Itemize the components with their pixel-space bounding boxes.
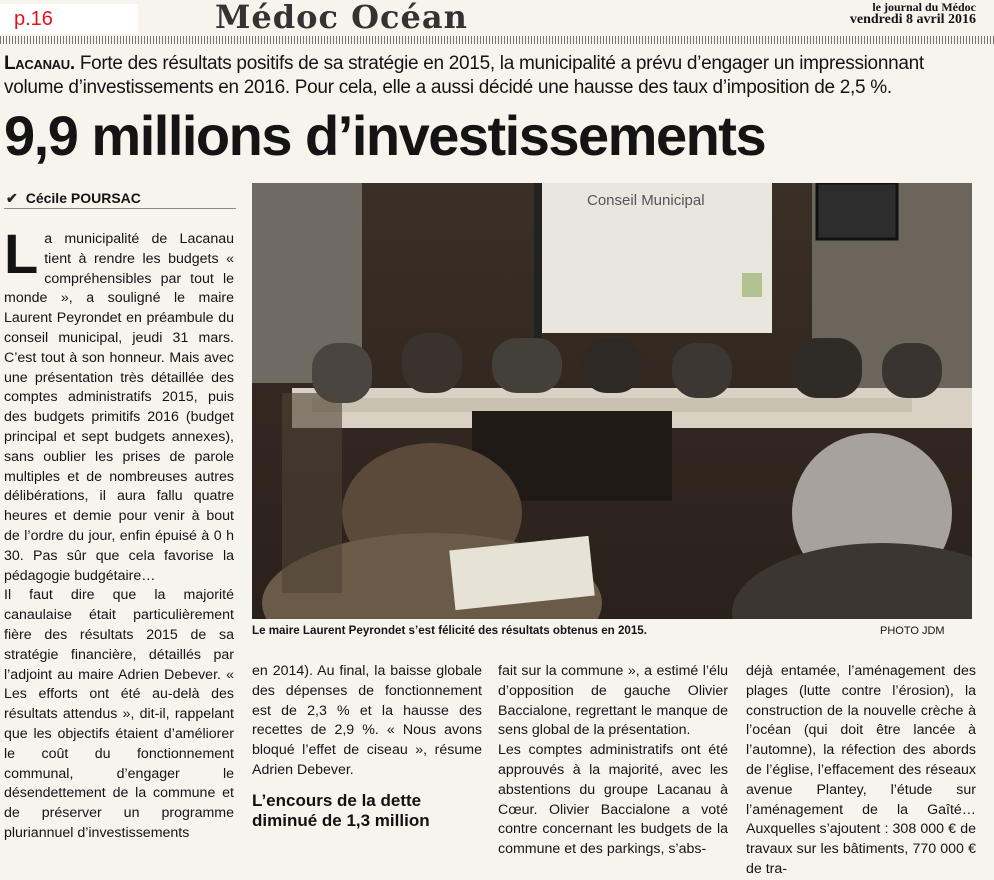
lead-kicker: Lacanau. bbox=[4, 53, 75, 74]
newspaper-name: le journal du Médoc bbox=[872, 0, 976, 14]
section-title: Médoc Océan bbox=[215, 0, 468, 36]
article-column-1 bbox=[4, 222, 234, 844]
paragraph: Les comptes administratifs ont été approuvés à la majorité, avec les abstentions du groupe Lacanau à Cœur. Olivier Baccialone a voté contre concernant les budgets de la commune et des parkings, s’abs- bbox=[498, 742, 728, 858]
checkmark-icon: ✔ bbox=[6, 190, 18, 206]
issue-date: vendredi 8 avril 2016 bbox=[849, 12, 976, 27]
article-column-3 bbox=[498, 662, 728, 860]
council-meeting-image bbox=[252, 183, 972, 619]
page-number: p.16 bbox=[0, 4, 138, 34]
paragraph: fait sur la commune », a estimé l’élu d’opposition de gauche Olivier Baccialone, regrettant le manque de sens global de la présentation. bbox=[498, 663, 728, 739]
paragraph: Il faut dire que la majorité canaulaise était particulièrement fière des résultats 2015 de sa stratégie financière, détaillés par l’adjoint au maire Adrien Debever. « Les efforts ont été au-delà des résultats attendus », dit-il, rappelant que les objectifs étaient d’améliorer le coût du fonctionnement communal, d’engager le désendettement de la commune et de préserver un programme pluriannuel d’investissements bbox=[4, 587, 234, 841]
article-column-4 bbox=[746, 662, 976, 880]
paragraph: a municipalité de Lacanau tient à rendre les budgets « compréhensibles par tout le monde », a souligné le maire Laurent Peyrondet en préambule du conseil municipal, jeudi 31 mars. C’est tout à son honneur. Mais avec une présentation très détaillée des comptes administratifs 2015, puis des budgets primitifs 2016 (budget principal et sept budgets annexes), sans oublier les prises de parole multiples et de nombreuses autres délibérations, il aura fallu quatre heures et demie pour venir à bout de l’ordre du jour, enfin épuisé à 0 h 30. Pas sûr que cela favorise la pédagogie budgétaire… bbox=[4, 231, 234, 584]
paragraph: en 2014). Au final, la baisse globale des dépenses de fonctionnement est de 2,3 % et la hausse des recettes de 2,9 %. « Nous avons bloqué l’effet de ciseau », résume Adrien Debever. bbox=[252, 663, 482, 778]
subheading: L’encours de la dette diminué de 1,3 million bbox=[252, 790, 430, 830]
article-photo bbox=[252, 183, 972, 619]
article-lead bbox=[4, 52, 979, 100]
lead-text: Forte des résultats positifs de sa stratégie en 2015, la municipalité a prévu d’engager un impressionnant volume d’investissements en 2016. Pour cela, elle a aussi décidé une hausse des taux d’imposition de 2,5 %. bbox=[4, 53, 924, 98]
article-column-2 bbox=[252, 662, 482, 831]
author-name: Cécile POURSAC bbox=[25, 190, 141, 206]
screen-title: Conseil Municipal bbox=[587, 192, 705, 209]
paragraph: déjà entamée, l’aménagement des plages (lutte contre l’érosion), la construction de la nouvelle crèche à l’océan (qui doit être lancée à l’automne), la réfection des abords de l’église, l’effacement des réseaux avenue Plantey, l’étude sur l’aménagement de la Gaîté… Auxquelles s’ajoutent : 308 000 € de travaux sur les bâtiments, 770 000 € de tra- bbox=[746, 663, 976, 877]
headline: 9,9 millions d’investissements bbox=[4, 104, 766, 167]
masthead-rule bbox=[0, 36, 994, 44]
drop-cap: L bbox=[4, 222, 39, 285]
byline bbox=[6, 190, 141, 207]
byline-rule bbox=[4, 208, 236, 209]
photo-caption: Le maire Laurent Peyrondet s’est félicité des résultats obtenus en 2015. bbox=[252, 624, 647, 637]
photo-credit: PHOTO JDM bbox=[880, 625, 945, 637]
